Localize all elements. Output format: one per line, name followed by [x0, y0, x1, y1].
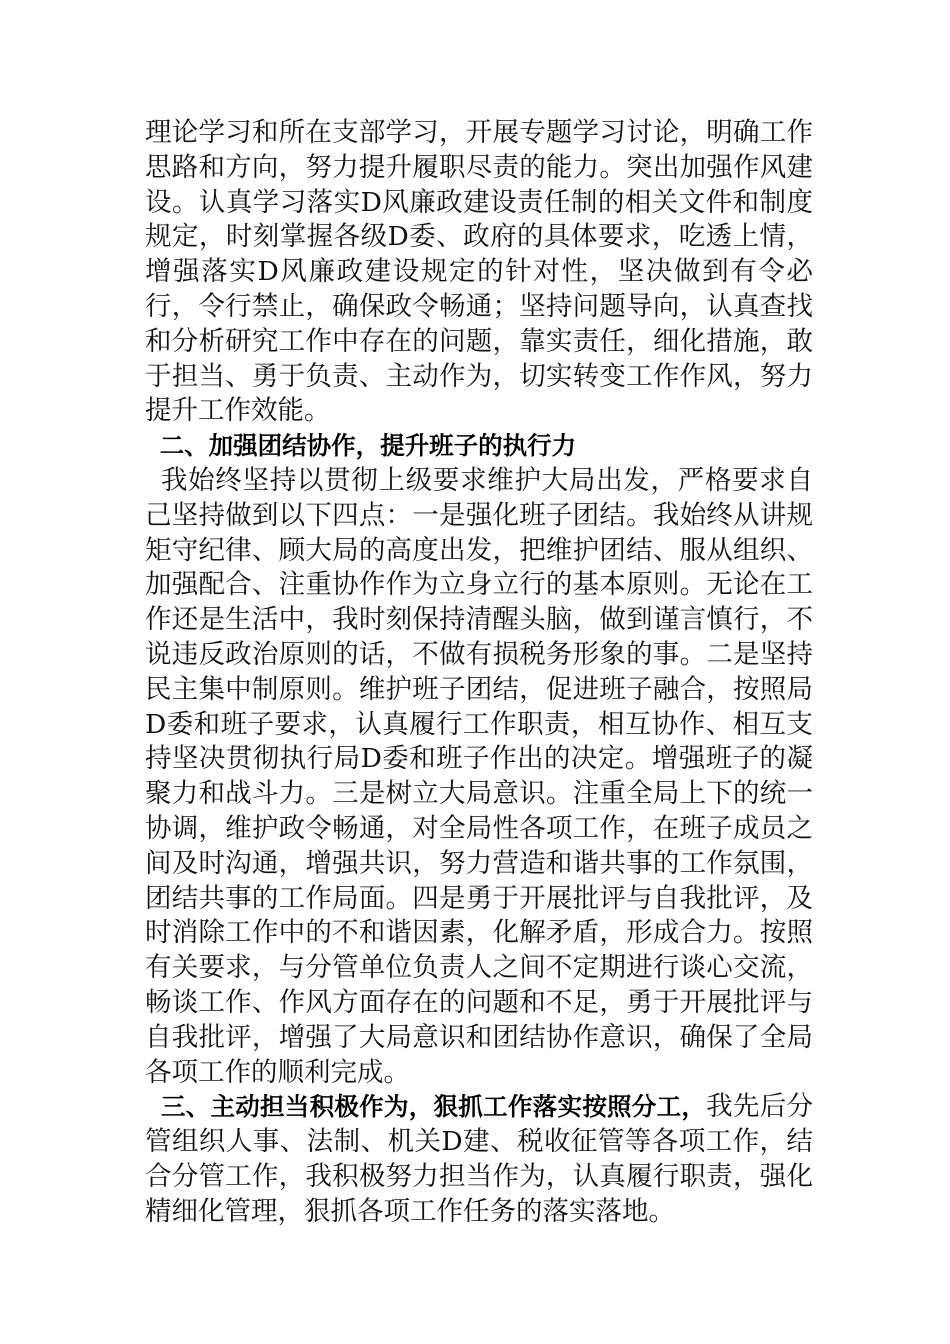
document-page: [145, 116, 813, 1230]
body-paragraph: 理论学习和所在支部学习，开展专题学习讨论，明确工作思路和方向，努力提升履职尽责的能力。突出加强作风建设。认真学习落实D风廉政建设责任制的相关文件和制度规定，时刻掌握各级D委、政府的具体要求，吃透上情，增强落实D风廉政建设规定的针对性，坚决做到有令必行，令行禁止，确保政令畅通；坚持问题导向，认真查找和分析研究工作中存在的问题，靠实责任，细化措施，敢于担当、勇于负责、主动作为，切实转变工作作风，努力提升工作效能。: [145, 117, 813, 427]
section-heading: 二、加强团结协作，提升班子的执行力: [159, 431, 577, 461]
section-paragraph: [145, 1090, 813, 1229]
body-text: 我先后分管组织人事、法制、机关D建、税收征管等各项工作，结合分管工作，我积极努力担当作为，认真履行职责，强化精细化管理，狠抓各项工作任务的落实落地。: [145, 1091, 814, 1227]
body-paragraph: 我始终坚持以贯彻上级要求维护大局出发，严格要求自己坚持做到以下四点：一是强化班子团结。我始终从讲规矩守纪律、顾大局的高度出发，把维护团结、服从组织、加强配合、注重协作作为立身立行的基本原则。无论在工作还是生活中，我时刻保持清醒头脑，做到谨言慎行，不说违反政治原则的话，不做有损税务形象的事。二是坚持民主集中制原则。维护班子团结，促进班子融合，按照局D委和班子要求，认真履行工作职责，相互协作、相互支持坚决贯彻执行局D委和班子作出的决定。增强班子的凝聚力和战斗力。三是树立大局意识。注重全局上下的统一协调，维护政令畅通，对全局性各项工作，在班子成员之间及时沟通，增强共识，努力营造和谐共事的工作氛围，团结共事的工作局面。四是勇于开展批评与自我批评，及时消除工作中的不和谐因素，化解矛盾，形成合力。按照有关要求，与分管单位负责人之间不定期进行谈心交流，畅谈工作、作风方面存在的问题和不足，勇于开展批评与自我批评，增强了大局意识和团结协作意识，确保了全局各项工作的顺利完成。: [145, 464, 813, 1088]
section-heading: 三、主动担当积极作为，狠抓工作落实按照分工，: [160, 1092, 707, 1122]
